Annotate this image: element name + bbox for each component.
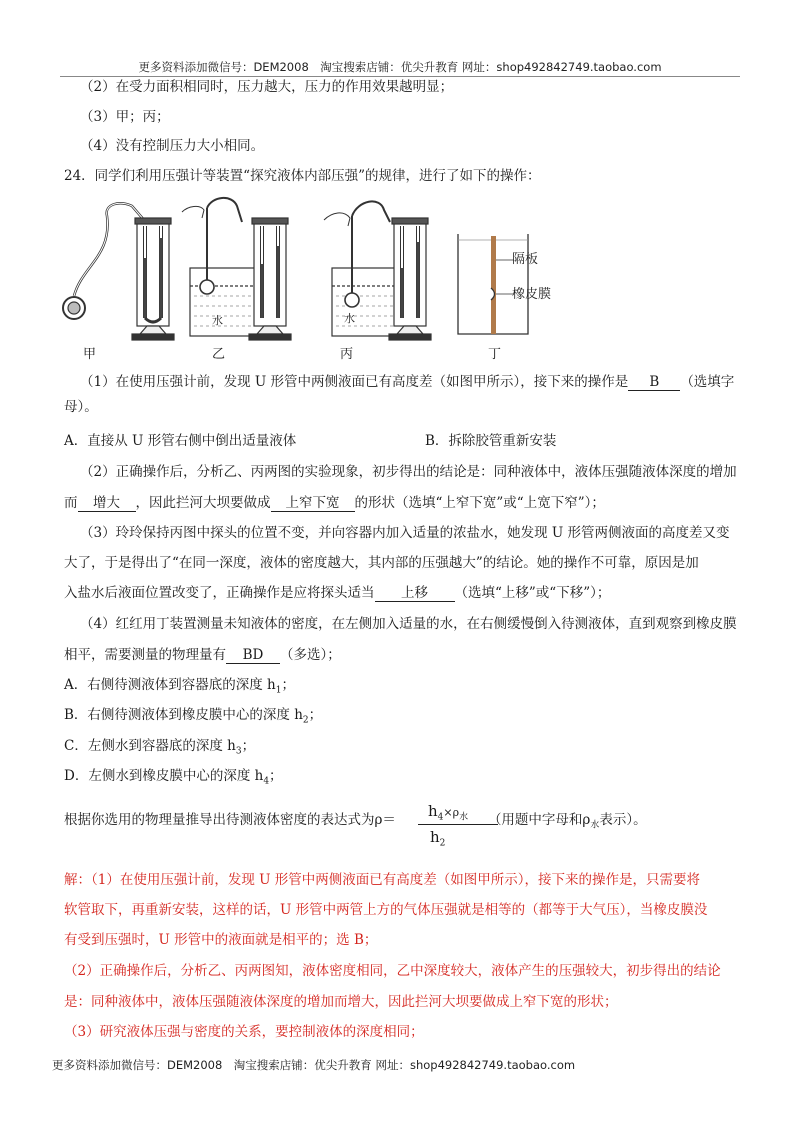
part1-options (64, 432, 744, 450)
part4-line2: 相平，需要测量的物理量有 BD （多选）； (64, 647, 341, 663)
water-label-bing: 水 (344, 312, 355, 325)
answer-blank-4: BD (226, 648, 280, 664)
answer-blank-1: B (628, 375, 680, 391)
part3-line1: （3）玲玲保持丙图中探头的位置不变，并向容器内加入适量的浓盐水，她发现 U 形管两侧液面的高度差又变 (80, 525, 730, 541)
figure-bing (324, 201, 431, 340)
fraction-bar (418, 824, 498, 825)
water-label-yi: 水 (212, 314, 223, 327)
part3-line2: 大了，于是得出了“在同一深度，液体的密度越大，其内部的压强越大”的结论。她的操作不可靠，原因是加 (64, 555, 699, 571)
answer-blank-2b: 上窄下宽 (271, 496, 355, 512)
figure-ding (458, 234, 528, 334)
solution-line-2: 软管取下，再重新安装，这样的话，U 形管中两管上方的气体压强就是相等的（都等于大气压），当橡皮膜没 (64, 902, 708, 918)
part4-line1: （4）红红用丁装置测量未知液体的密度，在左侧加入适量的水，在右侧缓慢倒入待测液体，直到观察到橡皮膜 (80, 616, 737, 632)
experiment-figures (62, 196, 562, 361)
prev-answer-4: （4）没有控制压力大小相同。 (80, 138, 265, 154)
solution-line-3: 有受到压强时，U 形管中的液面就是相平的；选 B； (64, 932, 378, 948)
part4-option-b: B．右侧待测液体到橡皮膜中心的深度 $h_2$； (64, 707, 323, 726)
prev-answer-3: （3）甲；丙； (80, 109, 170, 125)
formula-line: 根据你选用的物理量推导出待测液体密度的表达式为ρ＝ （用题中字母和$\rho_水$表示）。 (64, 812, 647, 831)
caption-ding: 丁 (488, 347, 502, 362)
part2-line2: 而 增大 ，因此拦河大坝要做成 上窄下宽 的形状（选填“上窄下宽”或“上宽下窄”）； (64, 495, 605, 511)
figure-jia (63, 203, 174, 340)
question-stem: 24．同学们利用压强计等装置“探究液体内部压强”的规律，进行了如下的操作： (64, 168, 541, 184)
answer-blank-3: 上移 (375, 586, 455, 602)
caption-bing: 丙 (340, 347, 354, 362)
part4-option-c: C．左侧水到容器底的深度 $h_3$； (64, 738, 256, 757)
part4-option-a: A．右侧待测液体到容器底的深度 $h_1$； (64, 677, 295, 696)
prev-answer-2: （2）在受力面积相同时，压力越大，压力的作用效果越明显； (80, 79, 454, 95)
solution-line-4: （2）正确操作后，分析乙、丙两图知，液体密度相同，乙中深度较大，液体产生的压强较大，初步得出的结论 (64, 963, 721, 979)
membrane-label: 橡皮膜 (512, 287, 552, 302)
header-rule (60, 76, 740, 77)
answer-blank-2a: 增大 (78, 496, 136, 512)
part4-option-d: D．左侧水到橡皮膜中心的深度 $h_4$； (64, 768, 283, 787)
figure-yi (182, 198, 291, 340)
caption-jia: 甲 (83, 347, 97, 362)
solution-line-1: 解：（1）在使用压强计前，发现 U 形管中两侧液面已有高度差（如图甲所示），接下来的操作是，只需要将 (64, 872, 701, 888)
solution-line-6: （3）研究液体压强与密度的关系，要控制液体的深度相同； (64, 1024, 424, 1040)
solution-line-5: 是：同种液体中，液体压强随液体深度的增加而增大，因此拦河大坝要做成上窄下宽的形状； (64, 994, 618, 1010)
option-b: B．拆除胶管重新安装 (425, 433, 557, 449)
part1-line2: 母）。 (64, 399, 98, 415)
part3-line3: 入盐水后液面位置改变了，正确操作是应将探头适当 上移 （选填“上移”或“下移”）； (64, 585, 611, 601)
partition-label: 隔板 (512, 252, 539, 267)
option-a: A．直接从 U 形管右侧中倒出适量液体 (64, 433, 297, 449)
page-footer: 更多资料添加微信号：DEM2008 淘宝搜索店铺：优尖升教育 网址：shop492842749.taobao.com (52, 1058, 576, 1072)
caption-yi: 乙 (212, 347, 226, 362)
part1-line1: （1）在使用压强计前，发现 U 形管中两侧液面已有高度差（如图甲所示），接下来的操作是 B （选填字 (80, 374, 735, 390)
page-header: 更多资料添加微信号：DEM2008 淘宝搜索店铺：优尖升教育 网址：shop492842749.taobao.com (138, 60, 662, 74)
fraction-numerator: $h_4\times\rho_水$ (428, 802, 469, 823)
part2-line1: （2）正确操作后，分析乙、丙两图的实验现象，初步得出的结论是：同种液体中，液体压强随液体深度的增加 (80, 464, 737, 480)
fraction-denominator: $h_2$ (430, 828, 446, 849)
